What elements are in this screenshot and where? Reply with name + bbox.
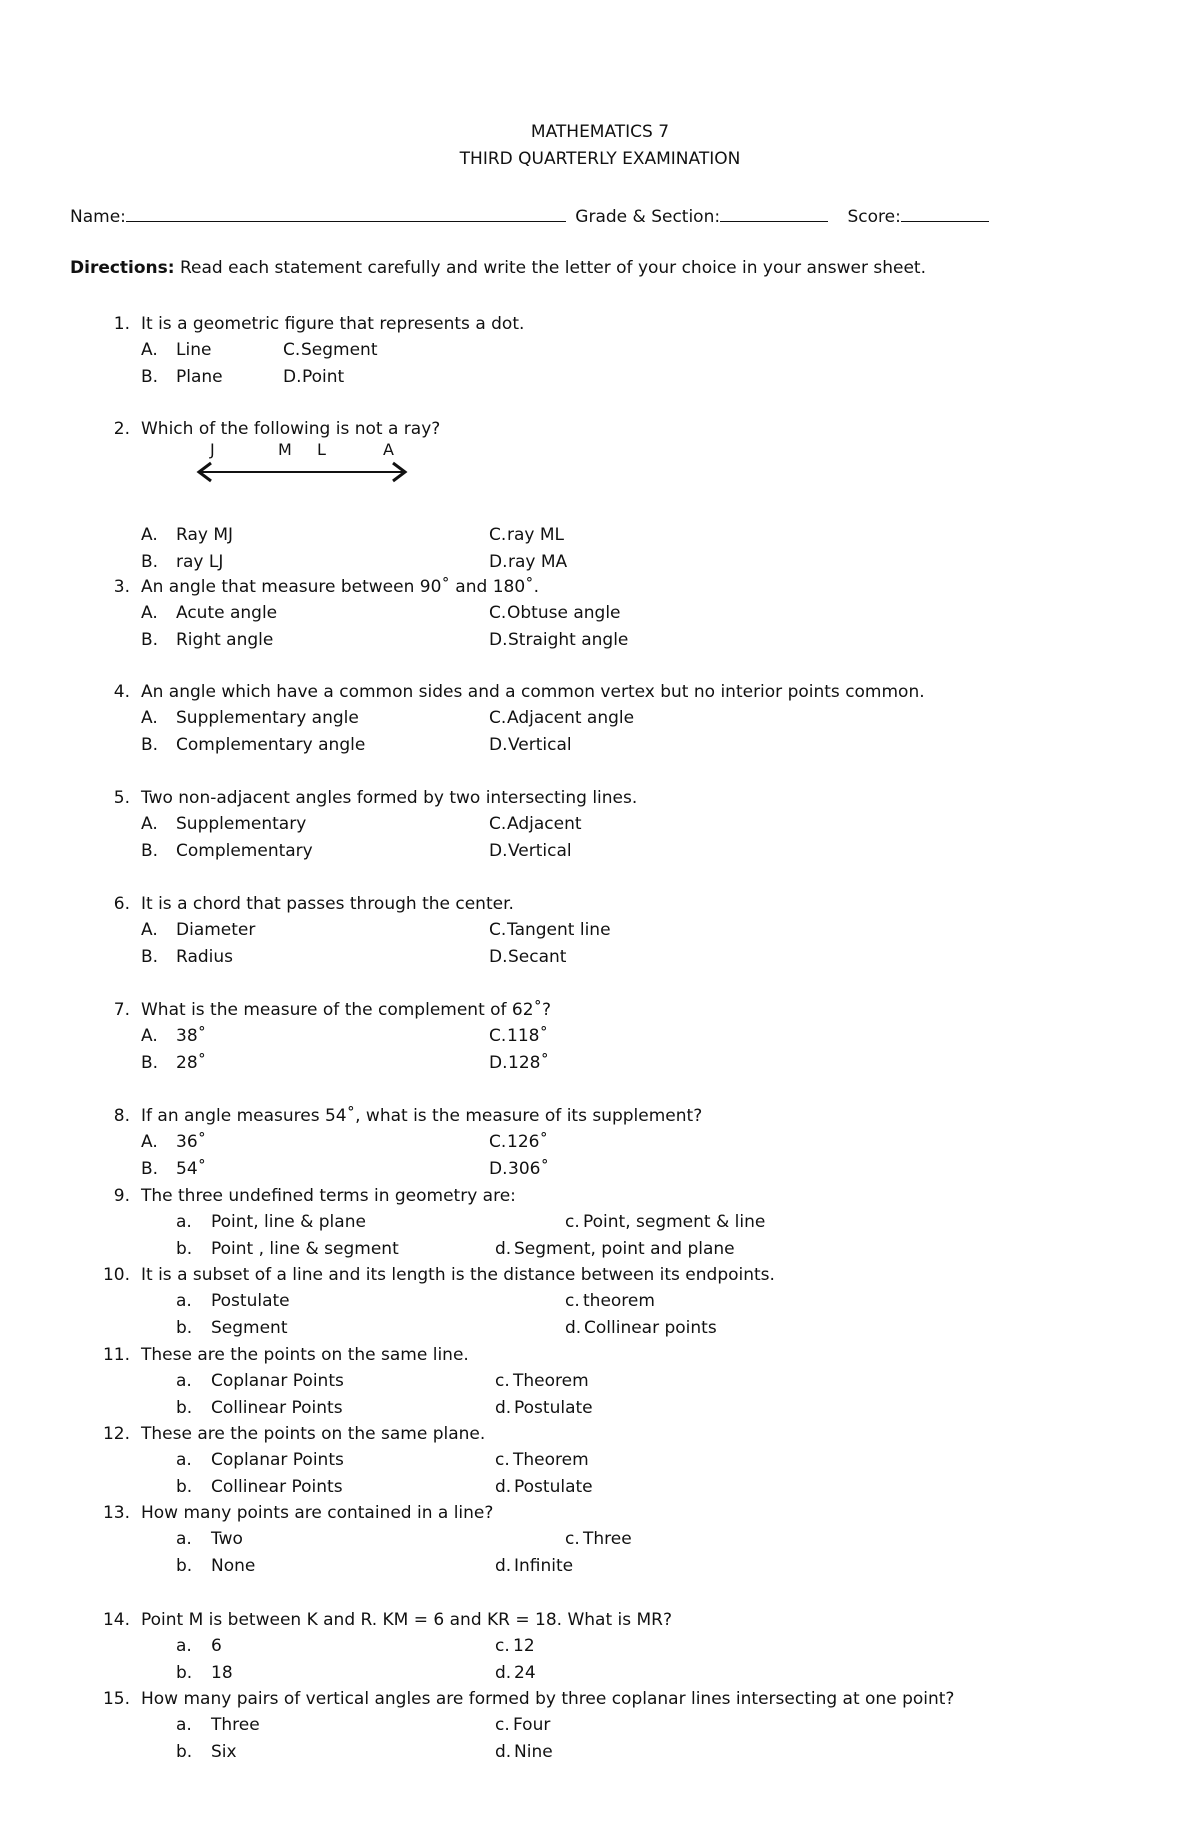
question-number: 11. (102, 1345, 130, 1365)
question-number: 14. (102, 1610, 130, 1630)
option-c: Theorem (513, 1450, 589, 1470)
option-a-letter: a. (176, 1212, 192, 1232)
grade-section-blank[interactable] (720, 203, 828, 222)
option-d-letter: D. (489, 1053, 508, 1073)
option-c-letter: C. (489, 1026, 507, 1046)
option-d: Secant (508, 947, 567, 967)
option-c: ray ML (507, 525, 565, 545)
question-number: 8. (113, 1106, 130, 1126)
question-number: 7. (113, 1000, 130, 1020)
point-label-l: L (317, 440, 326, 459)
option-a-letter: A. (141, 1026, 158, 1046)
option-d-letter: d. (495, 1663, 512, 1683)
option-d-letter: d. (495, 1398, 512, 1418)
directions-text: Read each statement carefully and write the letter of your choice in your answer sheet. (174, 258, 926, 278)
question-number: 12. (102, 1424, 130, 1444)
option-a-letter: a. (176, 1371, 192, 1391)
option-a: Supplementary angle (176, 708, 359, 728)
option-d: Postulate (514, 1477, 593, 1497)
option-d-letter: D. (489, 841, 508, 861)
option-b: 54˚ (176, 1159, 207, 1179)
option-d-letter: d. (495, 1477, 512, 1497)
option-a: Supplementary (176, 814, 307, 834)
option-a: 38˚ (176, 1026, 207, 1046)
option-b-letter: B. (141, 630, 159, 650)
question-text: Point M is between K and R. KM = 6 and KR = 18. What is MR? (141, 1610, 673, 1630)
option-a: Coplanar Points (211, 1450, 344, 1470)
option-c-letter: C. (489, 603, 507, 623)
option-b-letter: B. (141, 367, 159, 387)
option-c: Four (513, 1715, 551, 1735)
option-d-letter: D. (489, 552, 508, 572)
option-d-letter: D. (283, 367, 302, 387)
option-d-letter: d. (565, 1318, 582, 1338)
question-text: It is a chord that passes through the center. (141, 894, 514, 914)
question-text: What is the measure of the complement of 62˚? (141, 1000, 552, 1020)
option-b-letter: b. (176, 1239, 193, 1259)
option-b-letter: b. (176, 1663, 193, 1683)
option-c-letter: c. (565, 1212, 580, 1232)
option-b: Right angle (176, 630, 274, 650)
option-d: 128˚ (508, 1053, 549, 1073)
option-d-letter: d. (495, 1556, 512, 1576)
option-b: 18 (211, 1663, 233, 1683)
option-b-letter: b. (176, 1556, 193, 1576)
option-c-letter: c. (495, 1715, 510, 1735)
question-text: An angle that measure between 90˚ and 180˚. (141, 577, 540, 597)
option-b-letter: B. (141, 552, 159, 572)
student-info-row (70, 203, 1150, 227)
option-d: ray MA (508, 552, 568, 572)
point-label-j: J (210, 440, 215, 459)
option-d: Infinite (514, 1556, 574, 1576)
option-b: 28˚ (176, 1053, 207, 1073)
option-b-letter: b. (176, 1742, 193, 1762)
option-c: Three (583, 1529, 632, 1549)
option-a-letter: A. (141, 708, 158, 728)
option-c: Tangent line (507, 920, 611, 940)
question-number: 3. (113, 577, 130, 597)
option-c-letter: c. (495, 1450, 510, 1470)
question-text: It is a geometric figure that represents a dot. (141, 314, 525, 334)
option-d: Nine (514, 1742, 553, 1762)
option-a-letter: A. (141, 920, 158, 940)
exam-subtitle: THIRD QUARTERLY EXAMINATION (459, 149, 741, 169)
option-b: Plane (176, 367, 223, 387)
question-number: 2. (113, 419, 130, 439)
ray-diagram (195, 440, 425, 490)
option-a: Line (176, 340, 212, 360)
option-d: Collinear points (584, 1318, 717, 1338)
option-c-letter: c. (565, 1291, 580, 1311)
name-blank[interactable] (126, 203, 566, 222)
option-a: Point, line & plane (211, 1212, 366, 1232)
option-a: Coplanar Points (211, 1371, 344, 1391)
option-b-letter: b. (176, 1477, 193, 1497)
option-a-letter: a. (176, 1529, 192, 1549)
option-d-letter: D. (489, 630, 508, 650)
option-a: 36˚ (176, 1132, 207, 1152)
point-label-m: M (278, 440, 292, 459)
option-c-letter: C. (489, 814, 507, 834)
option-a-letter: a. (176, 1291, 192, 1311)
option-d-letter: D. (489, 735, 508, 755)
question-text: These are the points on the same line. (141, 1345, 469, 1365)
option-d: Postulate (514, 1398, 593, 1418)
option-d-letter: D. (489, 947, 508, 967)
exam-title: MATHEMATICS 7 (530, 122, 670, 142)
option-c-letter: c. (565, 1529, 580, 1549)
option-c: 118˚ (507, 1026, 548, 1046)
question-number: 15. (102, 1689, 130, 1709)
question-number: 10. (102, 1265, 130, 1285)
question-text: If an angle measures 54˚, what is the measure of its supplement? (141, 1106, 703, 1126)
option-b: ray LJ (176, 552, 224, 572)
option-b: Complementary (176, 841, 313, 861)
option-b: Collinear Points (211, 1477, 343, 1497)
option-d: 24 (514, 1663, 536, 1683)
option-b: Radius (176, 947, 234, 967)
option-d: Vertical (508, 735, 572, 755)
option-d: Vertical (508, 841, 572, 861)
option-a-letter: a. (176, 1715, 192, 1735)
score-blank[interactable] (901, 203, 989, 222)
option-a: Diameter (176, 920, 256, 940)
option-a-letter: a. (176, 1636, 192, 1656)
option-c-letter: C. (489, 525, 507, 545)
option-c: Theorem (513, 1371, 589, 1391)
option-d-letter: d. (495, 1742, 512, 1762)
option-b: Complementary angle (176, 735, 366, 755)
point-label-a: A (383, 440, 394, 459)
option-c: 12 (513, 1636, 535, 1656)
option-c: Point, segment & line (583, 1212, 766, 1232)
option-a: Acute angle (176, 603, 278, 623)
option-b: Segment (211, 1318, 288, 1338)
option-a-letter: A. (141, 525, 158, 545)
option-a: Postulate (211, 1291, 290, 1311)
option-d-letter: D. (489, 1159, 508, 1179)
option-c: theorem (583, 1291, 655, 1311)
option-a-letter: A. (141, 1132, 158, 1152)
option-a: Ray MJ (176, 525, 234, 545)
option-c-letter: C. (489, 920, 507, 940)
option-a: Two (211, 1529, 243, 1549)
option-a-letter: A. (141, 814, 158, 834)
question-number: 5. (113, 788, 130, 808)
option-a: Three (211, 1715, 260, 1735)
option-c: Adjacent angle (507, 708, 635, 728)
question-number: 13. (102, 1503, 130, 1523)
option-b: Point , line & segment (211, 1239, 399, 1259)
option-a-letter: A. (141, 603, 158, 623)
option-c-letter: c. (495, 1371, 510, 1391)
question-text: How many points are contained in a line? (141, 1503, 494, 1523)
directions (70, 258, 926, 278)
option-b-letter: B. (141, 947, 159, 967)
question-text: Which of the following is not a ray? (141, 419, 441, 439)
option-d: Segment, point and plane (514, 1239, 735, 1259)
option-b-letter: B. (141, 1159, 159, 1179)
option-a-letter: a. (176, 1450, 192, 1470)
option-c: Adjacent (507, 814, 582, 834)
option-b-letter: b. (176, 1318, 193, 1338)
question-number: 4. (113, 682, 130, 702)
directions-label: Directions: (70, 258, 175, 278)
option-b-letter: B. (141, 841, 159, 861)
question-text: The three undefined terms in geometry are: (141, 1186, 516, 1206)
question-number: 9. (113, 1186, 130, 1206)
double-arrow-line (195, 458, 415, 488)
question-text: An angle which have a common sides and a common vertex but no interior points common. (141, 682, 925, 702)
grade-section-label: Grade & Section: (575, 207, 721, 227)
question-text: How many pairs of vertical angles are formed by three coplanar lines intersecting at one point? (141, 1689, 955, 1709)
option-c-letter: C. (489, 1132, 507, 1152)
question-number: 6. (113, 894, 130, 914)
question-text: These are the points on the same plane. (141, 1424, 486, 1444)
option-b: Collinear Points (211, 1398, 343, 1418)
option-a: 6 (211, 1636, 222, 1656)
option-c: Obtuse angle (507, 603, 621, 623)
option-d: Straight angle (508, 630, 629, 650)
option-c: Segment (301, 340, 378, 360)
option-b-letter: B. (141, 1053, 159, 1073)
question-text: Two non-adjacent angles formed by two intersecting lines. (141, 788, 638, 808)
option-c: 126˚ (507, 1132, 548, 1152)
option-c-letter: C. (283, 340, 301, 360)
option-d-letter: d. (495, 1239, 512, 1259)
score-label: Score: (847, 207, 901, 227)
option-d: 306˚ (508, 1159, 549, 1179)
option-d: Point (302, 367, 345, 387)
question-text: It is a subset of a line and its length is the distance between its endpoints. (141, 1265, 775, 1285)
option-b: None (211, 1556, 256, 1576)
option-a-letter: A. (141, 340, 158, 360)
question-number: 1. (113, 314, 130, 334)
name-label: Name: (70, 207, 126, 227)
option-c-letter: c. (495, 1636, 510, 1656)
option-b-letter: B. (141, 735, 159, 755)
option-b-letter: b. (176, 1398, 193, 1418)
option-b: Six (211, 1742, 237, 1762)
option-c-letter: C. (489, 708, 507, 728)
